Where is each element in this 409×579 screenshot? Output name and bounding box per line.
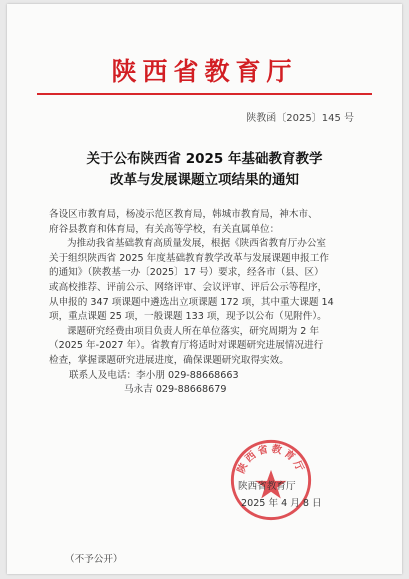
masthead-red-line [37, 93, 372, 95]
body-line-6: 或高校推荐、评前公示、网络评审、会议评审、评后公示等程序， [49, 281, 328, 293]
body-line-7: 从申报的 347 项课题中遴选出立项课题 172 项，其中重大课题 14 [49, 296, 334, 308]
disclosure-note: （不予公开） [65, 554, 123, 565]
contact-line-1: 联系人及电话：李小朋 029-88668663 [69, 369, 239, 381]
body-line-recipients-1: 各设区市教育局，杨凌示范区教育局，韩城市教育局，神木市、 [49, 209, 318, 220]
body-line-9: 课题研究经费由项目负责人所在单位落实，研究周期为 2 年 [67, 325, 320, 337]
body-line-11: 检查，掌握课题研究进展进度，确保课题研究取得实效。 [49, 354, 289, 366]
body-line-recipients-2: 府谷县教育和体育局，有关高等学校，有关直属单位： [49, 223, 280, 235]
seal-text: 陕西省教育厅 [235, 443, 307, 476]
document-number: 陕教函〔2025〕145 号 [246, 113, 354, 124]
signature-date: 2025 年 4 月 8 日 [241, 498, 322, 509]
document-page [7, 4, 402, 574]
body-line-5: 的通知》（陕教基一办〔2025〕17 号）要求，经各市（县、区） [49, 267, 324, 279]
org-masthead: 陕西省教育厅 [111, 57, 298, 86]
contact-line-2: 马永吉 029-88668679 [124, 384, 227, 396]
body-line-3: 为推动我省基础教育高质量发展，根据《陕西省教育厅办公室 [67, 238, 327, 250]
body-line-10: （2025 年-2027 年）。省教育厅将适时对课题研究进展情况进行 [49, 340, 324, 352]
document-title-line-2: 改革与发展课题立项结果的通知 [110, 172, 299, 188]
document-title-line-1: 关于公布陕西省 2025 年基础教育教学 [86, 151, 323, 167]
signer-name: 陕西省教育厅 [238, 481, 296, 492]
document-body [49, 208, 367, 398]
body-line-8: 项，重点课题 25 项，一般课题 133 项，现予以公布（见附件）。 [49, 311, 327, 323]
body-line-4: 关于组织陕西省 2025 年度基础教育教学改革与发展课题申报工作 [49, 252, 329, 264]
